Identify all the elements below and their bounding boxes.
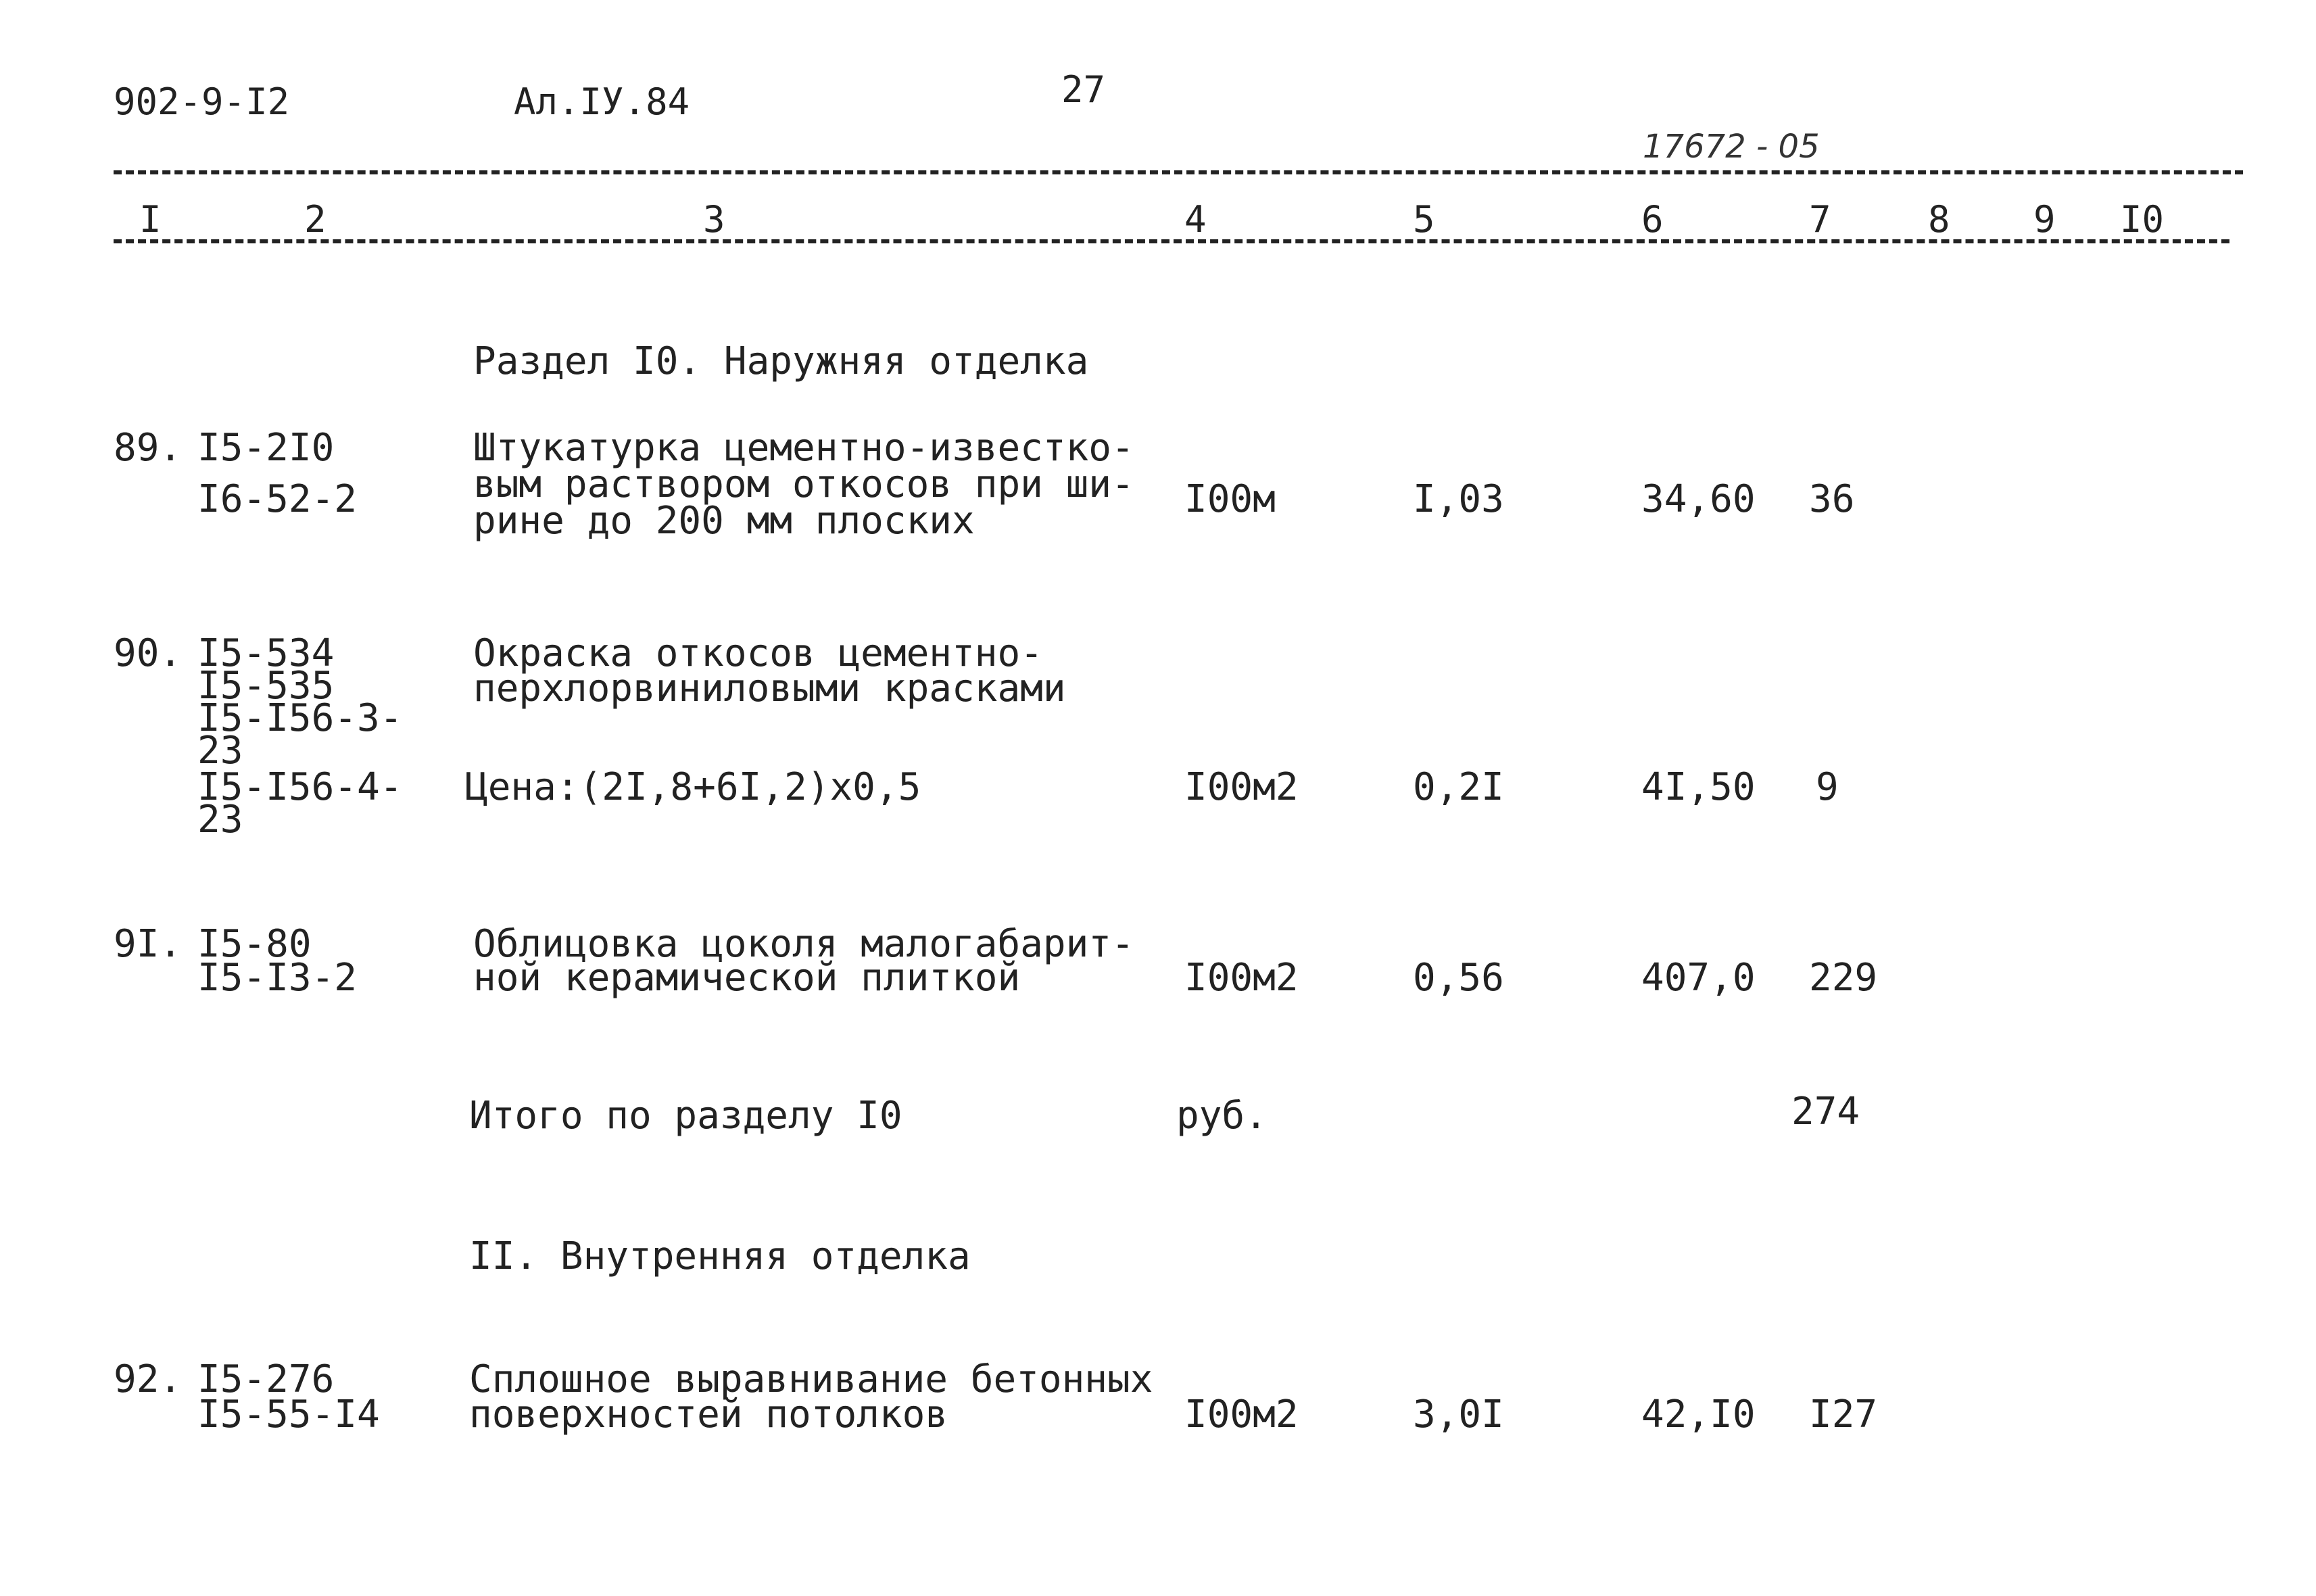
row-description: Сплошное выравнивание бетонных <box>469 1357 1153 1401</box>
row-number: 90. <box>114 631 183 675</box>
row-description: Штукатурка цементно-известко- <box>473 426 1134 470</box>
row-unit-price: 34,60 <box>1641 477 1756 521</box>
column-number-7: 7 <box>1809 198 1831 241</box>
row-description: поверхностей потолков <box>469 1393 948 1436</box>
row-code: I5-55-I4 <box>197 1393 380 1436</box>
row-unit: I00м2 <box>1184 765 1299 809</box>
row-code: I5-276 <box>197 1357 335 1401</box>
row-code: I6-52-2 <box>197 477 358 521</box>
row-number: 9I. <box>114 922 183 966</box>
row-unit-price: 407,0 <box>1641 956 1756 1000</box>
section-10-title: Раздел I0. Наружняя отделка <box>473 339 1089 383</box>
row-quantity: 3,0I <box>1413 1393 1504 1436</box>
row-unit-price: 4I,50 <box>1641 765 1756 809</box>
page-number: 27 <box>1061 68 1106 111</box>
row-description: Облицовка цоколя малогабарит- <box>473 922 1134 966</box>
column-number-4: 4 <box>1184 198 1207 241</box>
header-top-rule <box>114 170 2243 174</box>
stamp-number: 17672 - 05 <box>1643 128 1820 166</box>
row-price-note: Цена:(2I,8+6I,2)х0,5 <box>465 765 921 809</box>
column-number-9: 9 <box>2033 198 2056 241</box>
row-cost: 36 <box>1809 477 1855 521</box>
row-code: I5-535 <box>197 664 335 708</box>
total-value: 274 <box>1791 1090 1860 1134</box>
column-number-2: 2 <box>304 198 327 241</box>
column-number-10: I0 <box>2120 198 2165 241</box>
total-unit: руб. <box>1176 1094 1268 1138</box>
row-description: Окраска откосов цементно- <box>473 631 1043 675</box>
column-number-5: 5 <box>1413 198 1435 241</box>
row-description: рине до 200 мм плоских <box>473 499 975 543</box>
section-11-title: II. Внутренняя отделка <box>469 1234 971 1278</box>
row-cost: I27 <box>1809 1393 1878 1436</box>
document-code: 902-9-I2 <box>114 80 290 123</box>
row-code: I5-80 <box>197 922 312 966</box>
row-code: I5-534 <box>197 631 335 675</box>
row-quantity: 0,56 <box>1413 956 1504 1000</box>
row-cost: 229 <box>1809 956 1878 1000</box>
column-number-8: 8 <box>1928 198 1950 241</box>
row-description: перхлорвиниловыми красками <box>473 667 1066 710</box>
row-code: I5-I56-4- <box>197 765 403 809</box>
header-bottom-rule <box>114 239 2229 243</box>
row-code: 23 <box>197 729 243 773</box>
row-code: I5-I56-3- <box>197 696 403 740</box>
row-unit: I00м2 <box>1184 956 1299 1000</box>
row-number: 92. <box>114 1357 183 1401</box>
column-number-1: I <box>139 198 162 241</box>
total-label: Итого по разделу I0 <box>469 1094 902 1138</box>
column-number-6: 6 <box>1641 198 1664 241</box>
row-description: вым раствором откосов при ши- <box>473 462 1134 506</box>
row-unit: I00м2 <box>1184 1393 1299 1436</box>
column-number-3: 3 <box>703 198 725 241</box>
sheet-reference: Ал.IУ.84 <box>514 80 690 123</box>
row-code: I5-2I0 <box>197 426 335 470</box>
row-quantity: 0,2I <box>1413 765 1504 809</box>
row-number: 89. <box>114 426 183 470</box>
row-code: 23 <box>197 798 243 842</box>
row-code: I5-I3-2 <box>197 956 358 1000</box>
row-quantity: I,03 <box>1413 477 1504 521</box>
row-cost: 9 <box>1816 765 1839 809</box>
row-unit-price: 42,I0 <box>1641 1393 1756 1436</box>
row-description: ной керамической плиткой <box>473 956 1021 1000</box>
row-unit: I00м <box>1184 477 1276 521</box>
